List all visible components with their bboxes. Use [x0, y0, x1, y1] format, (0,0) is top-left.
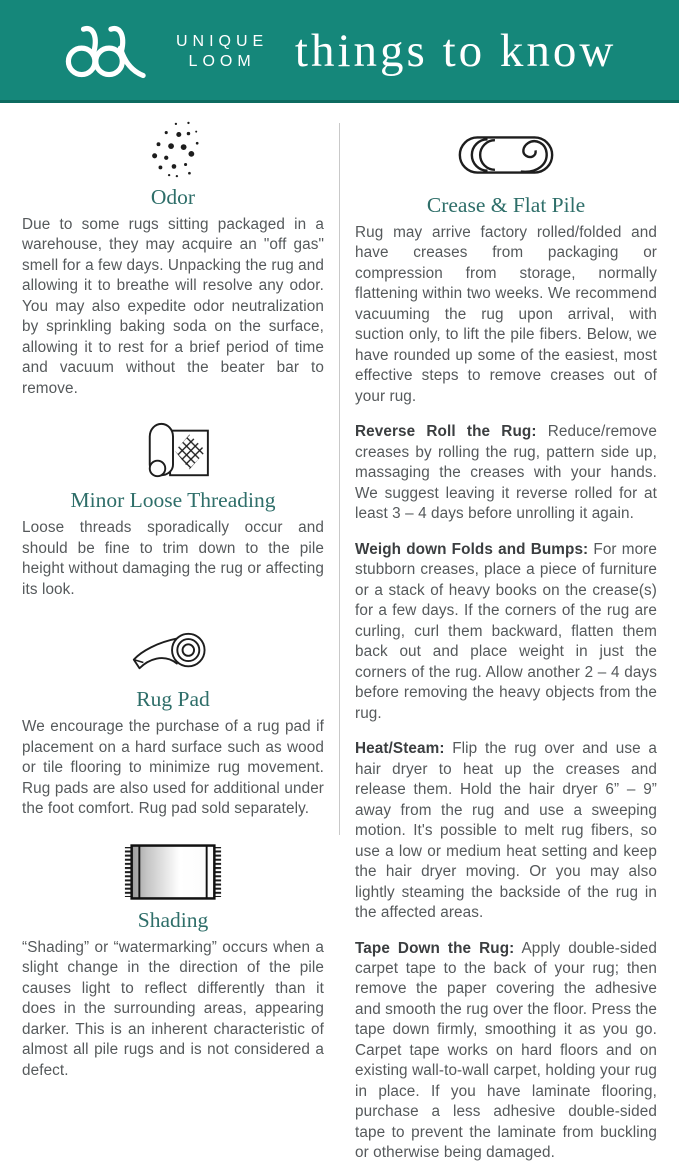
section-heading: Crease & Flat Pile [426, 193, 586, 217]
section-shading [22, 842, 324, 1081]
section-body: We encourage the purchase of a rug pad if placement on a hard surface such as wood or tile flooring to minimize rug movement. Rug pads are also used for additional under the foot comfort. Rug pad sold separately. [22, 718, 324, 818]
tip-body: Apply double-sided carpet tape to the back of your rug; then remove the paper covering the adhesive and smooth the rug over the floor. Press the tape down firmly, smoothing it as you go. Carpet tape works on hard floors and on existing wall-to-wall carpet, holding your rug in place. If you have laminate flooring, purchase a less adhesive double-sided tape to prevent the laminate from buckling or otherwise being damaged. [355, 939, 658, 1162]
section-minor-loose-threading [22, 420, 324, 600]
shaded-rug-icon [123, 842, 223, 902]
page-header [0, 0, 679, 103]
section-body: Due to some rugs sitting packaged in a warehouse, they may acquire an "off gas" smell for a few days. Unpacking the rug and allowing it to breathe will resolve any odor. You may also expedite odor neutralization by sprinkling baking soda on the surface, allowing it to rest for a brief period of time and vacuum without the beater bar to remove. [22, 216, 324, 397]
page-title: things to know [294, 25, 617, 77]
brand [58, 19, 268, 81]
rolled-rug-side-icon [451, 131, 561, 179]
rolled-rug-crosshatch-icon [134, 420, 212, 482]
right-column [355, 117, 657, 1164]
tip-label: Heat/Steam: [355, 740, 445, 758]
section-heading: Rug Pad [136, 687, 210, 712]
brand-line2: LOOM [188, 53, 256, 70]
tip-reverse-roll [355, 422, 657, 524]
section-heading: Shading [137, 907, 209, 932]
tip-tape-down [355, 939, 657, 1164]
unique-loom-logo-icon [58, 19, 162, 81]
section-body: Rug may arrive factory rolled/folded and have creases from packaging or compression from storage, normally flattening within two weeks. We recommend vacuuming the rug upon arrival, with suction only, to lift the pile fibers. Below, we have rounded up some of the easiest, most effective steps to remove creases out of your rug. [355, 224, 657, 405]
section-odor [22, 121, 324, 399]
brand-line1: UNIQUE [176, 33, 269, 50]
tip-weigh-down [355, 540, 657, 724]
section-body: “Shading” or “watermarking” occurs when a slight change in the direction of the pile causes light to reflect differently than it does in the surrounding areas, appearing darker. This is an inherent characteristic of almost all pile rugs and is not considered a defect. [22, 938, 324, 1079]
tip-label: Weigh down Folds and Bumps: [355, 540, 589, 558]
section-body: Loose threads sporadically occur and should be fine to trim down to the pile height without damaging the rug or affecting its look. [22, 519, 324, 598]
content-area [0, 103, 679, 1162]
tip-body: Flip the rug over and use a hair dryer to heat up the creases and release them. Hold the hair dryer 6” – 9” away from the rug and use a sweeping motion. It's possible to melt rug fibers, so use a low or medium heat setting and keep the hair dryer moving. Or you may also lightly steaming the backside of the rug in the affected areas. [355, 740, 657, 922]
section-heading: Minor Loose Threading [70, 488, 276, 513]
tip-label: Reverse Roll the Rug: [355, 423, 537, 441]
section-heading: Odor [150, 185, 196, 209]
tip-body: Reduce/remove creases by rolling the rug, pattern side up, massaging the creases with your hands. We suggest leaving it reverse rolled for at least 3 – 4 days before unrolling it again. [355, 423, 657, 523]
odor-dots-icon [144, 121, 202, 179]
brand-name [176, 32, 268, 72]
tip-label: Tape Down the Rug: [355, 939, 515, 957]
left-column [22, 117, 324, 1164]
tip-body: For more stubborn creases, place a piece of furniture or a stack of heavy books on the crease(s) for a few days. If the corners of the rug are curling, curl them backward, flatten them back out and place weight in just the corners of the rug. Allow another 2 – 4 days before removing the heavy objects from the rug. [355, 540, 657, 722]
rug-pad-roll-icon [129, 623, 217, 681]
section-crease-flat-pile [355, 131, 657, 407]
section-rug-pad [22, 623, 324, 819]
tip-heat-steam [355, 739, 657, 923]
column-divider [339, 123, 340, 835]
